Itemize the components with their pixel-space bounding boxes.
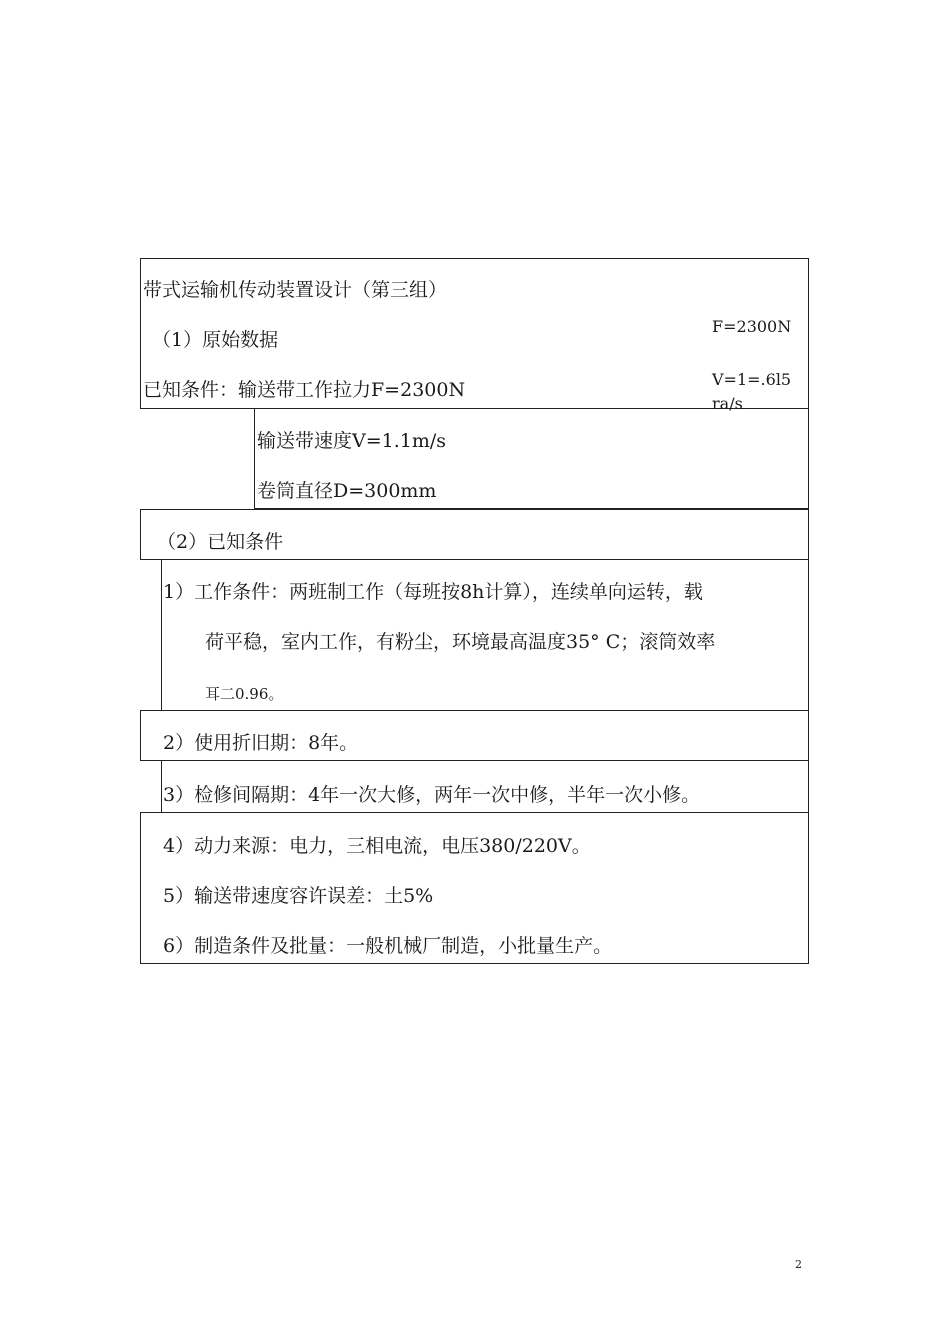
condition2-line: 2）使用折旧期：8年。 bbox=[163, 732, 359, 754]
condition5-line: 5）输送带速度容许误差：土5% bbox=[163, 885, 434, 907]
section1-heading: （1）原始数据 bbox=[152, 329, 279, 351]
condition1-line1: 1）工作条件：两班制工作（每班按8h计算），连续单向运转，载 bbox=[163, 581, 703, 603]
document-title: 带式运输机传动装置设计（第三组） bbox=[143, 279, 448, 301]
drum-diameter-line: 卷筒直径D=300mm bbox=[257, 480, 437, 502]
page-number: 2 bbox=[795, 1258, 802, 1271]
side-note-speed-1: V=1=.6l5 bbox=[712, 370, 792, 389]
condition1-line3: 耳二0.96。 bbox=[205, 685, 284, 703]
belt-speed-line: 输送带速度V=1.1m/s bbox=[257, 430, 447, 452]
side-note-force: F=2300N bbox=[712, 317, 792, 336]
condition3-line: 3）检修间隔期：4年一次大修，两年一次中修，半年一次小修。 bbox=[163, 784, 701, 806]
condition6-line: 6）制造条件及批量：一般机械厂制造，小批量生产。 bbox=[163, 935, 613, 957]
condition1-line2: 荷平稳，室内工作，有粉尘，环境最高温度35° C；滚筒效率 bbox=[205, 631, 716, 653]
section2-heading: （2）已知条件 bbox=[157, 531, 284, 553]
known-force-line: 已知条件：输送带工作拉力F=2300N bbox=[143, 379, 466, 401]
condition4-line: 4）动力来源：电力，三相电流，电压380/220V。 bbox=[163, 835, 591, 857]
side-note-speed-2: ra/s bbox=[712, 394, 743, 413]
